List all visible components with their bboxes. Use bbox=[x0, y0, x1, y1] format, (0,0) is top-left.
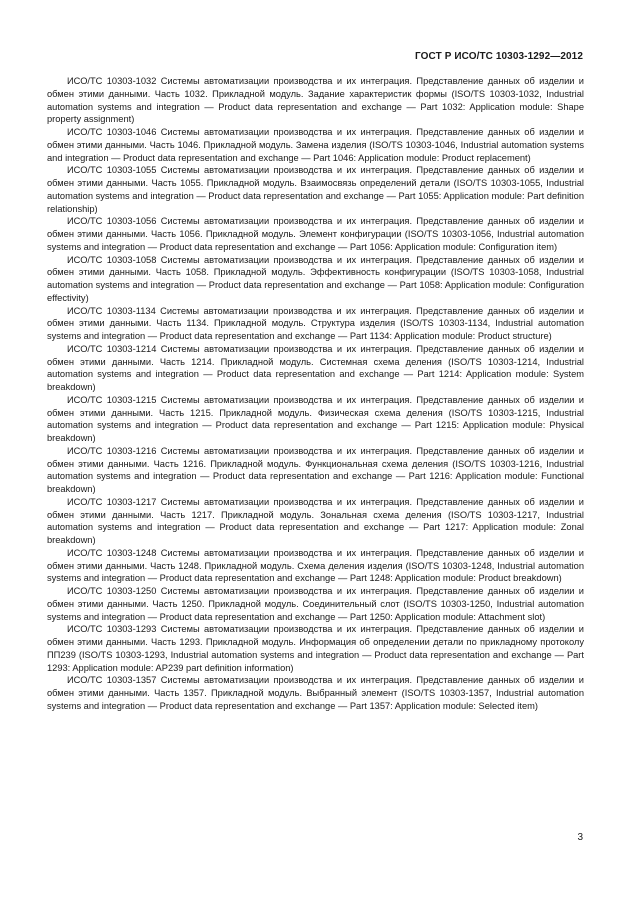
reference-entry-1216: ИСО/ТС 10303-1216 Системы автоматизации производства и их интеграция. Представление данных об изделии и обмен этими данными. Часть 1216. Прикладной модуль. Функциональная схема деления (ISO/TS 10303-1216, Industrial automation systems and integration — Product data representation and exchange — Part 1216: Application module: Functional breakdown) bbox=[47, 445, 584, 494]
reference-entry-1214: ИСО/ТС 10303-1214 Системы автоматизации производства и их интеграция. Представление данных об изделии и обмен этими данными. Часть 1214. Прикладной модуль. Системная схема деления (ISO/TS 10303-1214, Industrial automation systems and integration — Product data representation and exchange — Part 1214: Application module: System breakdown) bbox=[47, 343, 584, 392]
reference-entry-1217: ИСО/ТС 10303-1217 Системы автоматизации производства и их интеграция. Представление данных об изделии и обмен этими данными. Часть 1217. Прикладной модуль. Зональная схема деления (ISO/TS 10303-1217, Industrial automation systems and integration — Product data representation and exchange — Part 1217: Application module: Zonal breakdown) bbox=[47, 496, 584, 545]
reference-entry-1058: ИСО/ТС 10303-1058 Системы автоматизации производства и их интеграция. Представление данных об изделии и обмен этими данными. Часть 1058. Прикладной модуль. Эффективность конфигурации (ISO/TS 10303-1058, Industrial automation systems and integration — Product data representation and exchange — Part 1058: Application module: Configuration effectivity) bbox=[47, 254, 584, 303]
normative-references-list bbox=[47, 75, 584, 713]
reference-entry-1357: ИСО/ТС 10303-1357 Системы автоматизации производства и их интеграция. Представление данных об изделии и обмен этими данными. Часть 1357. Прикладной модуль. Выбранный элемент (ISO/TS 10303-1357, Industrial automation systems and integration — Product data representation and exchange — Part 1357: Application module: Selected item) bbox=[47, 675, 584, 711]
reference-entry-1248: ИСО/ТС 10303-1248 Системы автоматизации производства и их интеграция. Представление данных об изделии и обмен этими данными. Часть 1248. Прикладной модуль. Схема деления изделия (ISO/TS 10303-1248, Industrial automation systems and integration — Product data representation and exchange — Part 1248: Application module: Product breakdown) bbox=[47, 547, 584, 584]
reference-entry-1293: ИСО/ТС 10303-1293 Системы автоматизации производства и их интеграция. Представление данных об изделии и обмен этими данными. Часть 1293. Прикладной модуль. Информация об определении детали по прикладному протоколу ПП239 (ISO/TS 10303-1293, Industrial automation systems and integration — Product data representation and exchange — Part 1293: Application module: AP239 part definition information) bbox=[47, 624, 584, 673]
reference-entry-1250: ИСО/ТС 10303-1250 Системы автоматизации производства и их интеграция. Представление данных об изделии и обмен этими данными. Часть 1250. Прикладной модуль. Соединительный слот (ISO/TS 10303-1250, Industrial automation systems and integration — Product data representation and exchange — Part 1250: Application module: Attachment slot) bbox=[47, 586, 584, 622]
reference-entry-1046: ИСО/ТС 10303-1046 Системы автоматизации производства и их интеграция. Представление данных об изделии и обмен этими данными. Часть 1046. Прикладной модуль. Замена изделия (ISO/TS 10303-1046, Industrial automation systems and integration — Product data representation and exchange — Part 1046: Application module: Product replacement) bbox=[47, 127, 584, 163]
reference-entry-1056: ИСО/ТС 10303-1056 Системы автоматизации производства и их интеграция. Представление данных об изделии и обмен этими данными. Часть 1056. Прикладной модуль. Элемент конфигурации (ISO/TS 10303-1056, Industrial automation systems and integration — Product data representation and exchange — Part 1056: Application module: Configuration item) bbox=[47, 216, 584, 252]
reference-entry-1032: ИСО/ТС 10303-1032 Системы автоматизации производства и их интеграция. Представление данных об изделии и обмен этими данными. Часть 1032. Прикладной модуль. Задание характеристик формы (ISO/TS 10303-1032, Industrial automation systems and integration — Product data representation and exchange — Part 1032: Application module: Shape property assignment) bbox=[47, 76, 584, 125]
reference-entry-1215: ИСО/ТС 10303-1215 Системы автоматизации производства и их интеграция. Представление данных об изделии и обмен этими данными. Часть 1215. Прикладной модуль. Физическая схема деления (ISO/TS 10303-1215, Industrial automation systems and integration — Product data representation and exchange — Part 1215: Application module: Physical breakdown) bbox=[47, 394, 584, 443]
reference-entry-1055: ИСО/ТС 10303-1055 Системы автоматизации производства и их интеграция. Представление данных об изделии и обмен этими данными. Часть 1055. Прикладной модуль. Взаимосвязь определений детали (ISO/TS 10303-1055, Industrial automation systems and integration — Product data representation and exchange — Part 1055: Application module: Part definition relationship) bbox=[47, 165, 584, 214]
page-number: 3 bbox=[577, 832, 583, 843]
document-header-title: ГОСТ Р ИСО/ТС 10303-1292—2012 bbox=[415, 51, 583, 62]
reference-entry-1134: ИСО/ТС 10303-1134 Системы автоматизации производства и их интеграция. Представление данных об изделии и обмен этими данными. Часть 1134. Прикладной модуль. Структура изделия (ISO/TS 10303-1134, Industrial automation systems and integration — Product data representation and exchange — Part 1134: Application module: Product structure) bbox=[47, 305, 584, 341]
